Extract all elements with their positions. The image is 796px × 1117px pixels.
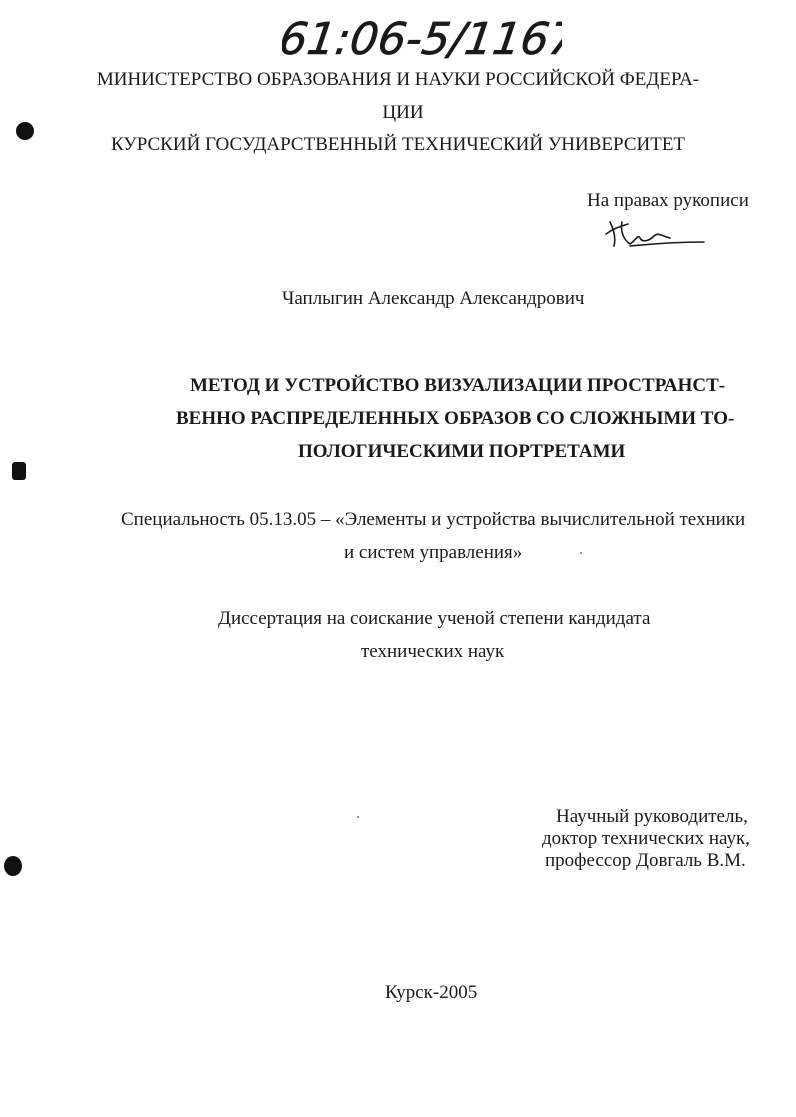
signature xyxy=(600,214,710,254)
punch-hole-top xyxy=(16,122,34,140)
university-name: КУРСКИЙ ГОСУДАРСТВЕННЫЙ ТЕХНИЧЕСКИЙ УНИВЕРСИТЕТ xyxy=(110,134,686,155)
degree-line-1: Диссертация на соискание ученой степени кандидата xyxy=(218,608,651,629)
punch-hole-bottom xyxy=(4,856,22,876)
supervisor-line-2: доктор технических наук, xyxy=(542,828,750,849)
specialty-line-2: и систем управления» xyxy=(344,542,523,563)
title-line-2: ВЕННО РАСПРЕДЕЛЕННЫХ ОБРАЗОВ СО СЛОЖНЫМИ ТО- xyxy=(176,408,735,429)
archive-number xyxy=(282,8,562,64)
archive-number-text: 61:06-5/1167 xyxy=(282,14,562,64)
title-line-3: ПОЛОГИЧЕСКИМИ ПОРТРЕТАМИ xyxy=(298,441,626,462)
punch-hole-middle xyxy=(12,462,26,480)
supervisor-line-3: профессор Довгаль В.М. xyxy=(545,850,746,871)
ministry-line-2: ЦИИ xyxy=(382,102,424,123)
title-line-1: МЕТОД И УСТРОЙСТВО ВИЗУАЛИЗАЦИИ ПРОСТРАНСТ- xyxy=(190,375,726,396)
scan-speck xyxy=(357,816,359,818)
supervisor-line-1: Научный руководитель, xyxy=(556,806,748,827)
scan-speck xyxy=(580,552,582,554)
manuscript-rights: На правах рукописи xyxy=(587,190,749,211)
specialty-line-1: Специальность 05.13.05 – «Элементы и устройства вычислительной техники xyxy=(121,509,746,530)
signature-drawing xyxy=(600,214,710,254)
degree-line-2: технических наук xyxy=(361,641,505,662)
ministry-line-1: МИНИСТЕРСТВО ОБРАЗОВАНИЯ И НАУКИ РОССИЙСКОЙ ФЕДЕРА- xyxy=(96,69,700,90)
archive-number-handwriting xyxy=(282,8,562,64)
city-year: Курск-2005 xyxy=(385,982,478,1003)
author-name: Чаплыгин Александр Александрович xyxy=(282,288,585,309)
